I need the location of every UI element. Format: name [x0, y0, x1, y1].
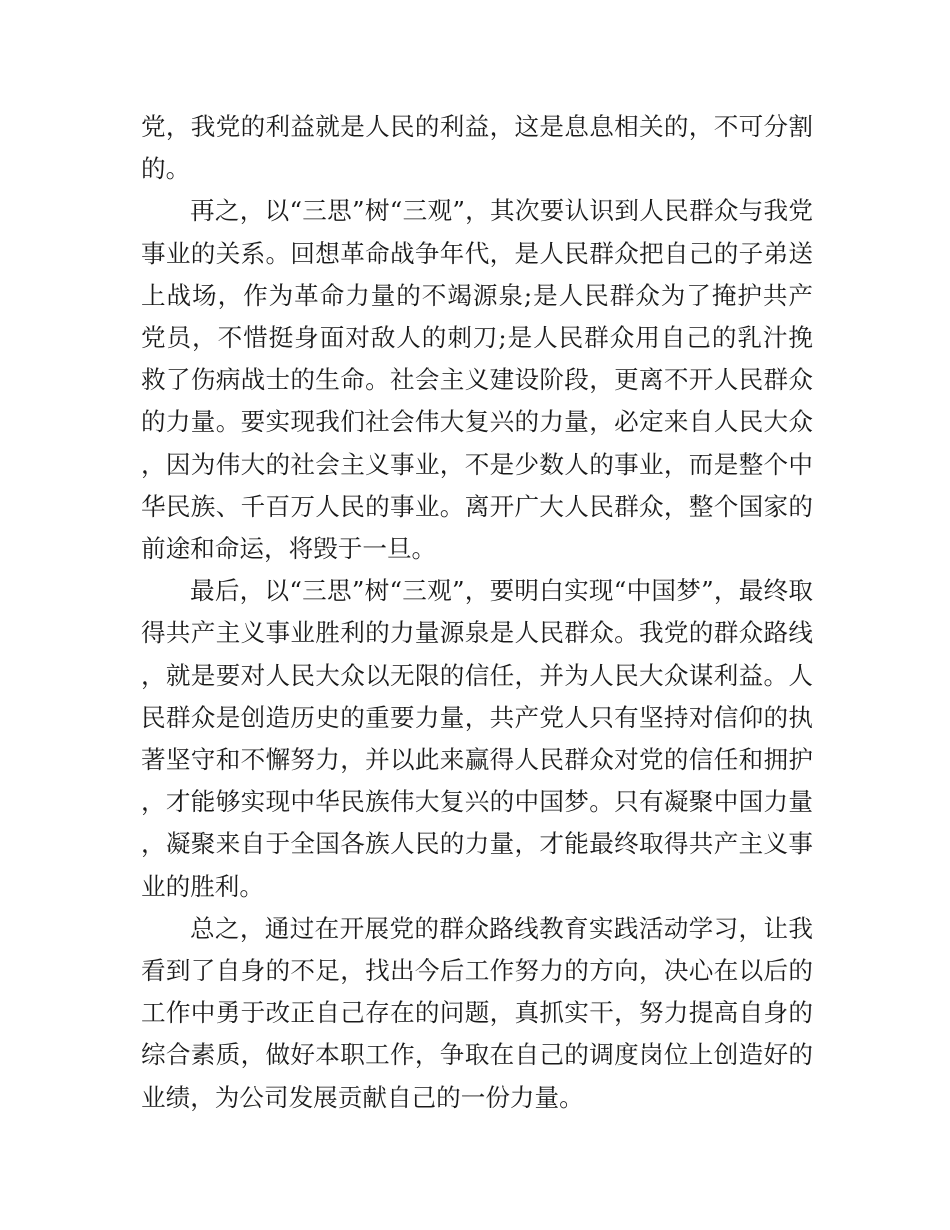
paragraph-relationship: 再之，以“三思”树“三观”，其次要认识到人民群众与我党事业的关系。回想革命战争年代，是人民群众把自己的子弟送上战场，作为革命力量的不竭源泉;是人民群众为了掩护共产党员，不惜挺身面对敌人的刺刀;是人民群众用自己的乳汁挽救了伤病战士的生命。社会主义建设阶段，更离不开人民群众的力量。要实现我们社会伟大复兴的力量，必定来自人民大众，因为伟大的社会主义事业，不是少数人的事业，而是整个中华民族、千百万人民的事业。离开广大人民群众，整个国家的前途和命运，将毁于一旦。: [141, 196, 813, 564]
document-body: [141, 106, 813, 1119]
paragraph-continuation: 党，我党的利益就是人民的利益，这是息息相关的，不可分割的。: [141, 112, 813, 184]
paragraph-china-dream: 最后，以“三思”树“三观”，要明白实现“中国梦”，最终取得共产主义事业胜利的力量源泉是人民群众。我党的群众路线，就是要对人民大众以无限的信任，并为人民大众谋利益。人民群众是创造历史的重要力量，共产党人只有坚持对信仰的执著坚守和不懈努力，并以此来赢得人民群众对党的信任和拥护，才能够实现中华民族伟大复兴的中国梦。只有凝聚中国力量，凝聚来自于全国各族人民的力量，才能最终取得共产主义事业的胜利。: [141, 576, 813, 901]
paragraph-conclusion: 总之，通过在开展党的群众路线教育实践活动学习，让我看到了自身的不足，找出今后工作努力的方向，决心在以后的工作中勇于改正自己存在的问题，真抓实干，努力提高自身的综合素质，做好本职工作，争取在自己的调度岗位上创造好的业绩，为公司发展贡献自己的一份力量。: [141, 913, 813, 1112]
